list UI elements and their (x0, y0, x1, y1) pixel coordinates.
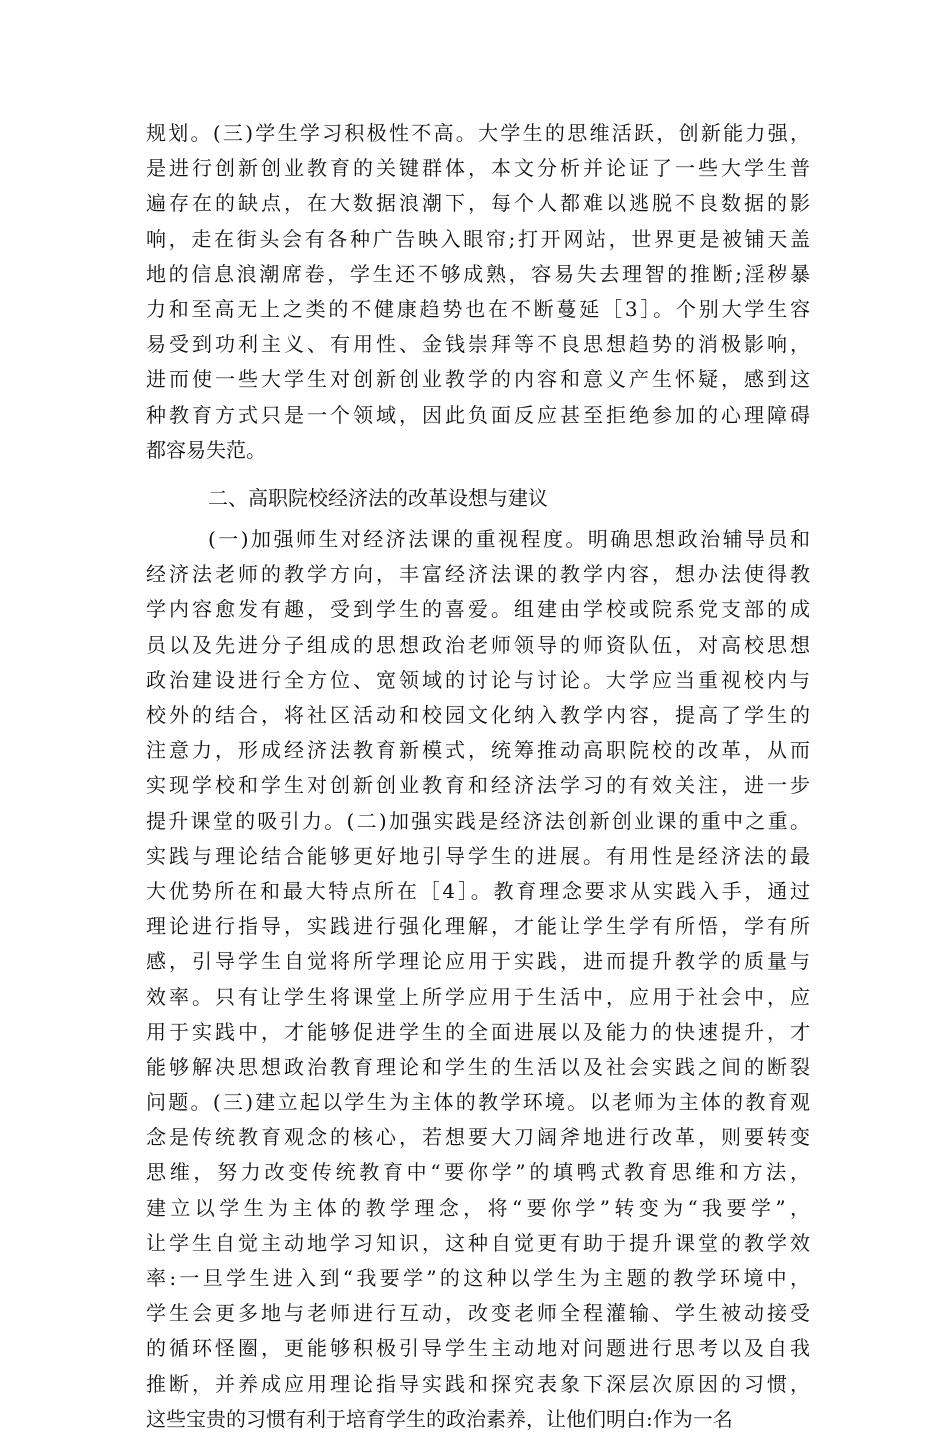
text-line: 进而使一些大学生对创新创业教学的内容和意义产生怀疑，感到这 (146, 367, 810, 392)
text-line: 念是传统教育观念的核心，若想要大刀阔斧地进行改革，则要转变 (146, 1125, 810, 1150)
text-line: 是进行创新创业教育的关键群体，本文分析并论证了一些大学生普 (146, 156, 810, 181)
text-line: 学生会更多地与老师进行互动，改变老师全程灌输、学生被动接受 (146, 1301, 810, 1326)
text-line: (一)加强师生对经济法课的重视程度。明确思想政治辅导员和 (208, 527, 810, 552)
text-line: 建立以学生为主体的教学理念，将“要你学”转变为“我要学”， (146, 1195, 810, 1220)
text-line: 地的信息浪潮席卷，学生还不够成熟，容易失去理智的推断;淫秽暴 (146, 261, 810, 286)
text-line: 能够解决思想政治教育理论和学生的生活以及社会实践之间的断裂 (146, 1054, 810, 1079)
text-line: 都容易失范。 (146, 437, 266, 462)
text-line: 员以及先进分子组成的思想政治老师领导的师资队伍，对高校思想 (146, 632, 810, 657)
text-line: 理论进行指导，实践进行强化理解，才能让学生学有所悟，学有所 (146, 914, 810, 939)
text-line: 用于实践中，才能够促进学生的全面进展以及能力的快速提升，才 (146, 1019, 810, 1044)
text-line: 推断，并养成应用理论指导实践和探究表象下深层次原因的习惯， (146, 1371, 810, 1396)
text-line: 效率。只有让学生将课堂上所学应用于生活中，应用于社会中，应 (146, 984, 810, 1009)
document-body (146, 116, 810, 1437)
text-line: 规划。(三)学生学习积极性不高。大学生的思维活跃，创新能力强， (146, 121, 810, 145)
text-line: 让学生自觉主动地学习知识，这种自觉更有助于提升课堂的教学效 (146, 1230, 810, 1255)
text-line: 这些宝贵的习惯有利于培育学生的政治素养，让他们明白:作为一名 (146, 1406, 733, 1431)
text-line: 实现学校和学生对创新创业教育和经济法学习的有效关注，进一步 (146, 773, 810, 798)
text-line: 经济法老师的教学方向，丰富经济法课的教学内容，想办法使得教 (146, 562, 810, 587)
text-line: 注意力，形成经济法教育新模式，统筹推动高职院校的改革，从而 (146, 738, 810, 763)
text-line: 易受到功利主义、有用性、金钱崇拜等不良思想趋势的消极影响， (146, 332, 810, 357)
text-line: 响，走在街头会有各种广告映入眼帘;打开网站，世界更是被铺天盖 (146, 226, 810, 251)
text-line: 学内容愈发有趣，受到学生的喜爱。组建由学校或院系党支部的成 (146, 597, 810, 622)
paragraph-reform-suggestions (146, 522, 810, 1437)
text-line: 率:一旦学生进入到“我要学”的这种以学生为主题的教学环境中， (146, 1266, 810, 1290)
text-line: 提升课堂的吸引力。(二)加强实践是经济法创新创业课的重中之重。 (146, 808, 810, 833)
text-line: 力和至高无上之类的不健康趋势也在不断蔓延［3］。个别大学生容 (146, 296, 810, 321)
text-line: 感，引导学生自觉将所学理论应用于实践，进而提升教学的质量与 (146, 949, 810, 974)
text-line: 遍存在的缺点，在大数据浪潮下，每个人都难以逃脱不良数据的影 (146, 191, 810, 216)
text-line: 校外的结合，将社区活动和校园文化纳入教学内容，提高了学生的 (146, 703, 810, 727)
text-line: 种教育方式只是一个领域，因此负面反应甚至拒绝参加的心理障碍 (146, 402, 810, 427)
text-line: 实践与理论结合能够更好地引导学生的进展。有用性是经济法的最 (146, 843, 810, 868)
text-line: 思维，努力改变传统教育中“要你学”的填鸭式教育思维和方法， (146, 1160, 810, 1185)
text-line: 的循环怪圈，更能够积极引导学生主动地对问题进行思考以及自我 (146, 1336, 810, 1361)
text-line: 大优势所在和最大特点所在［4］。教育理念要求从实践入手，通过 (146, 878, 810, 903)
paragraph-problem-3 (146, 116, 810, 468)
text-line: 问题。(三)建立起以学生为主体的教学环境。以老师为主体的教育观 (146, 1090, 810, 1115)
text-line: 政治建设进行全方位、宽领域的讨论与讨论。大学应当重视校内与 (146, 667, 810, 692)
section-heading: 二、高职院校经济法的改革设想与建议 (208, 485, 548, 510)
